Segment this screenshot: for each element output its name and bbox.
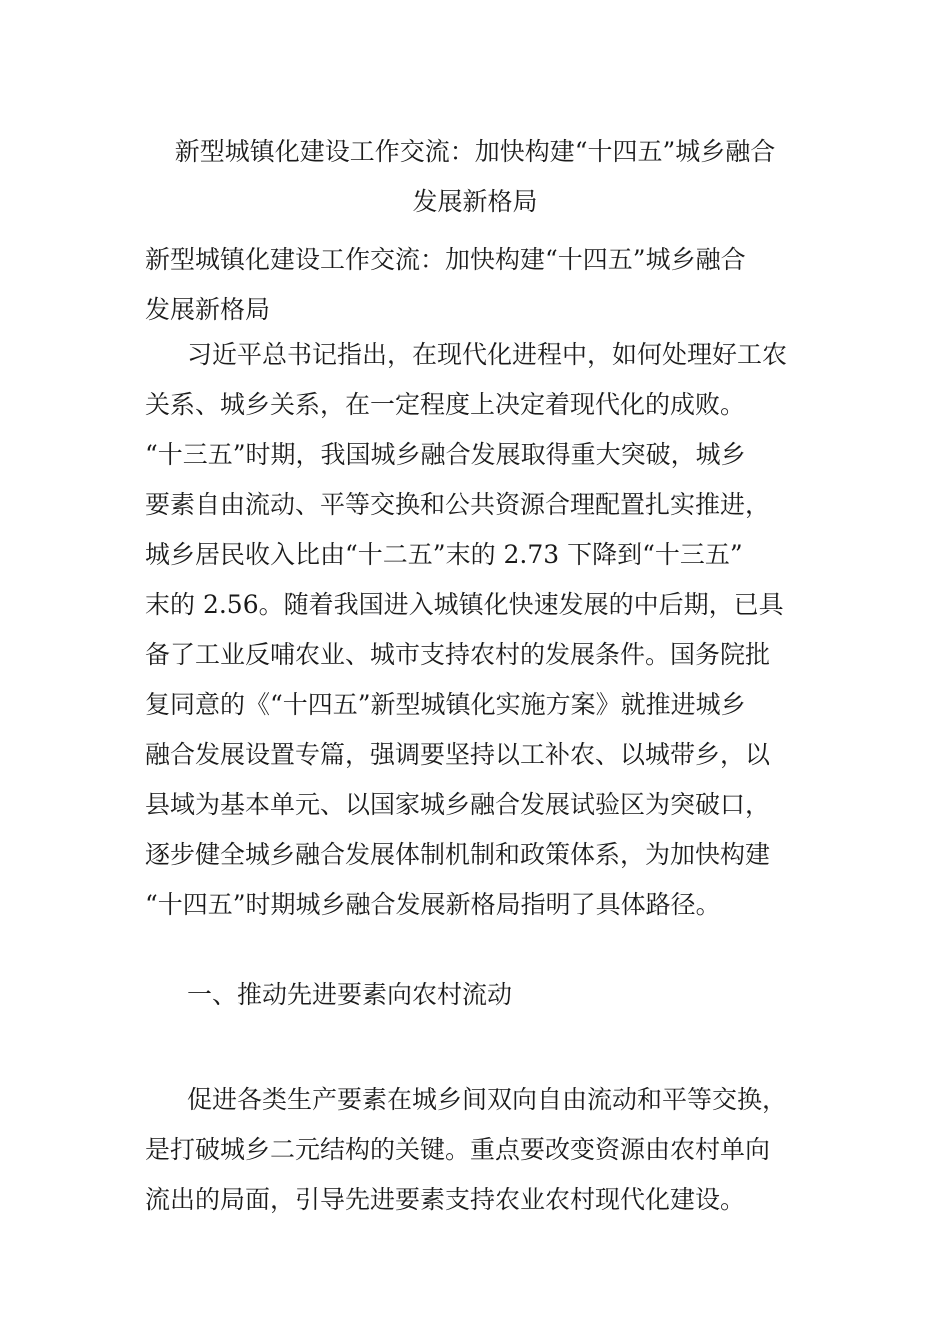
paragraph-line: 要素自由流动、平等交换和公共资源合理配置扎实推进， [145, 490, 771, 519]
paragraph-line: 备了工业反哺农业、城市支持农村的发展条件。国务院批 [145, 640, 771, 669]
paragraph-line: 复同意的《“十四五”新型城镇化实施方案》就推进城乡 [145, 690, 746, 719]
document-title [140, 127, 810, 227]
paragraph-line: 逐步健全城乡融合发展体制机制和政策体系，为加快构建 [145, 840, 771, 869]
paragraph-line: 融合发展设置专篇，强调要坚持以工补农、以城带乡，以 [145, 740, 771, 769]
paragraph-line: “十四五”时期城乡融合发展新格局指明了具体路径。 [145, 890, 721, 919]
subtitle-line: 新型城镇化建设工作交流：加快构建“十四五”城乡融合 [145, 245, 746, 274]
paragraph-line: 促进各类生产要素在城乡间双向自由流动和平等交换， [187, 1085, 788, 1114]
paragraph-line: 流出的局面，引导先进要素支持农业农村现代化建设。 [145, 1185, 746, 1214]
paragraph-line: 习近平总书记指出，在现代化进程中，如何处理好工农 [187, 340, 788, 369]
paragraph-section-1 [145, 1075, 810, 1225]
document-subtitle [145, 235, 810, 335]
paragraph-line: 是打破城乡二元结构的关键。重点要改变资源由农村单向 [145, 1135, 771, 1164]
title-line: 发展新格局 [412, 187, 538, 216]
paragraph-intro [145, 330, 810, 930]
section-heading-text: 一、推动先进要素向农村流动 [187, 980, 513, 1009]
paragraph-line: “十三五”时期，我国城乡融合发展取得重大突破，城乡 [145, 440, 746, 469]
title-line: 新型城镇化建设工作交流：加快构建“十四五”城乡融合 [174, 137, 776, 166]
paragraph-line: 关系、城乡关系，在一定程度上决定着现代化的成败。 [145, 390, 746, 419]
section-heading-1 [145, 970, 810, 1020]
paragraph-line: 城乡居民收入比由“十二五”末的 2.73 下降到“十三五” [145, 540, 743, 569]
paragraph-line: 末的 2.56。随着我国进入城镇化快速发展的中后期，已具 [145, 590, 784, 619]
paragraph-line: 县域为基本单元、以国家城乡融合发展试验区为突破口， [145, 790, 771, 819]
subtitle-line: 发展新格局 [145, 295, 271, 324]
